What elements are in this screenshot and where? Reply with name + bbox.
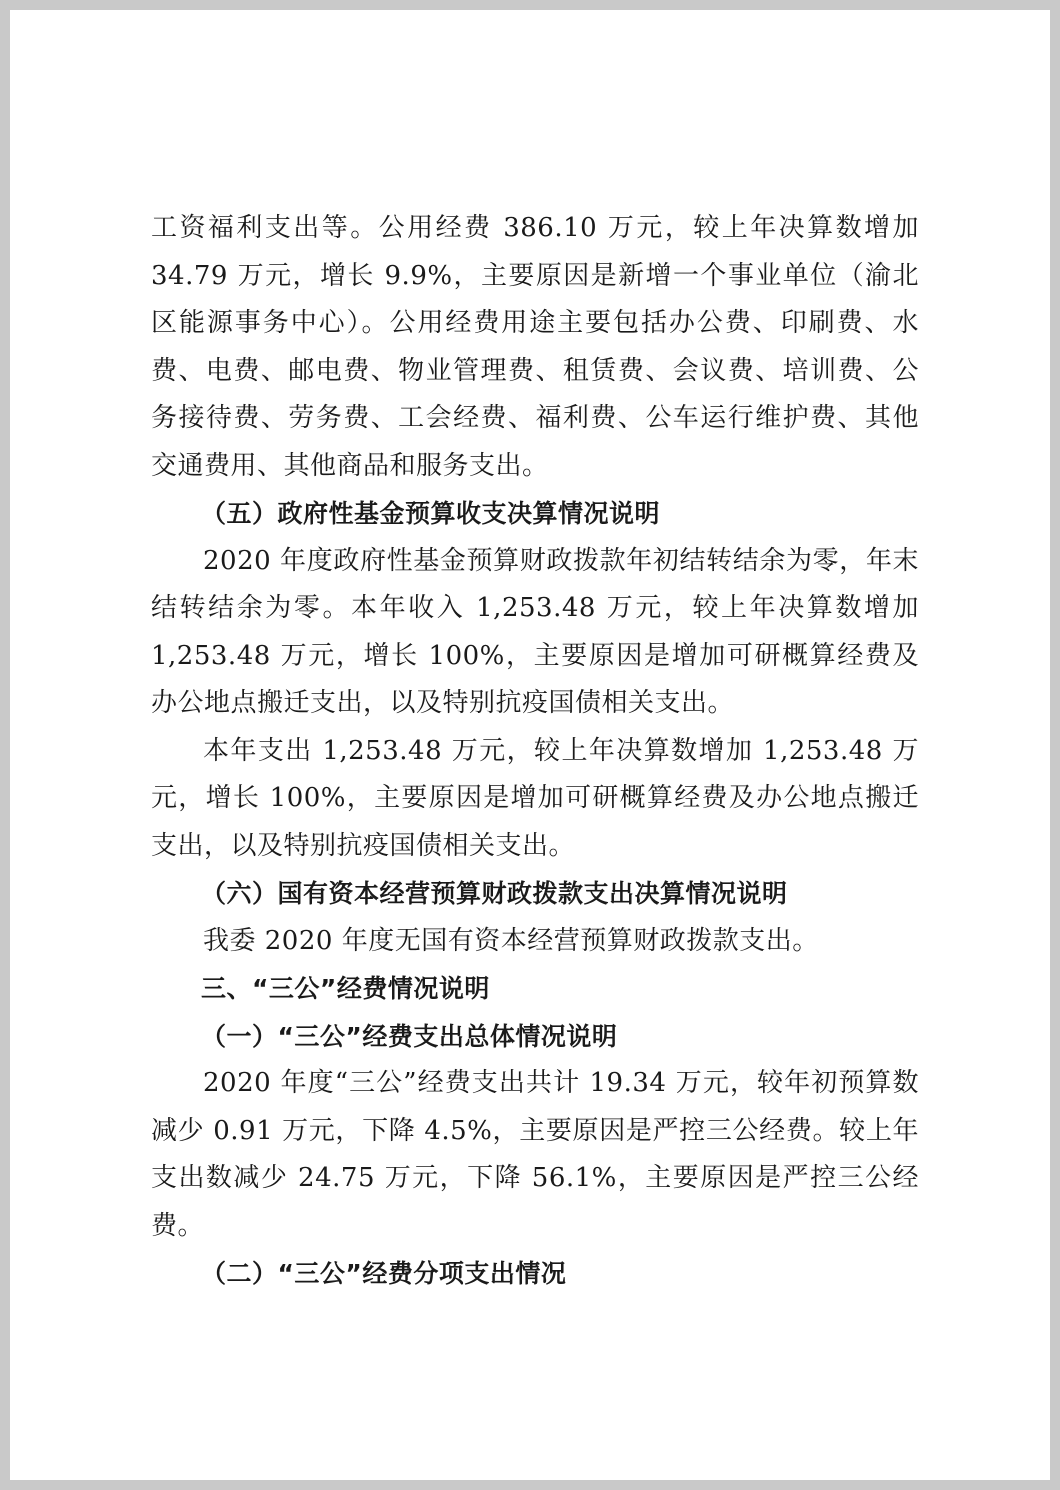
heading-three-public-overall: （一）“三公”经费支出总体情况说明 — [201, 1021, 618, 1051]
heading-three-public-itemized: （二）“三公”经费分项支出情况 — [201, 1259, 567, 1288]
heading-state-capital-budget: （六）国有资本经营预算财政拨款支出决算情况说明 — [201, 879, 788, 908]
paragraph-gov-fund-expenditure: 本年支出 1,253.48 万元，较上年决算数增加 1,253.48 万元，增长 100%，主要原因是增加可研概算经费及办公地点搬迁支出，以及特别抗疫国债相关支出。 — [151, 735, 919, 861]
paragraph-public-funds: 工资福利支出等。公用经费 386.10 万元，较上年决算数增加 34.79 万元，增长 9.9%，主要原因是新增一个事业单位（渝北区能源事务中心）。公用经费用途主要包括办公费、印刷费、水费、电费、邮电费、物业管理费、租赁费、会议费、培训费、公务接待费、劳务费、工会经费、福利费、公车运行维护费、其他交通费用、其他商品和服务支出。 — [151, 213, 919, 481]
paragraph-gov-fund-income: 2020 年度政府性基金预算财政拨款年初结转结余为零，年末结转结余为零。本年收入 1,253.48 万元，较上年决算数增加 1,253.48 万元，增长 100%，主要原因是增加可研概算经费及办公地点搬迁支出，以及特别抗疫国债相关支出。 — [151, 545, 919, 718]
paragraph-state-capital: 我委 2020 年度无国有资本经营预算财政拨款支出。 — [203, 925, 819, 956]
document-page — [10, 10, 1050, 1480]
heading-gov-fund-budget: （五）政府性基金预算收支决算情况说明 — [201, 499, 661, 528]
paragraph-three-public-overall: 2020 年度“三公”经费支出共计 19.34 万元，较年初预算数减少 0.91 万元，下降 4.5%，主要原因是严控三公经费。较上年支出数减少 24.75 万元，下降 56.1%，主要原因是严控三公经费。 — [151, 1068, 919, 1241]
document-body — [151, 205, 919, 1298]
heading-three-public-funds: 三、“三公”经费情况说明 — [201, 974, 490, 1003]
